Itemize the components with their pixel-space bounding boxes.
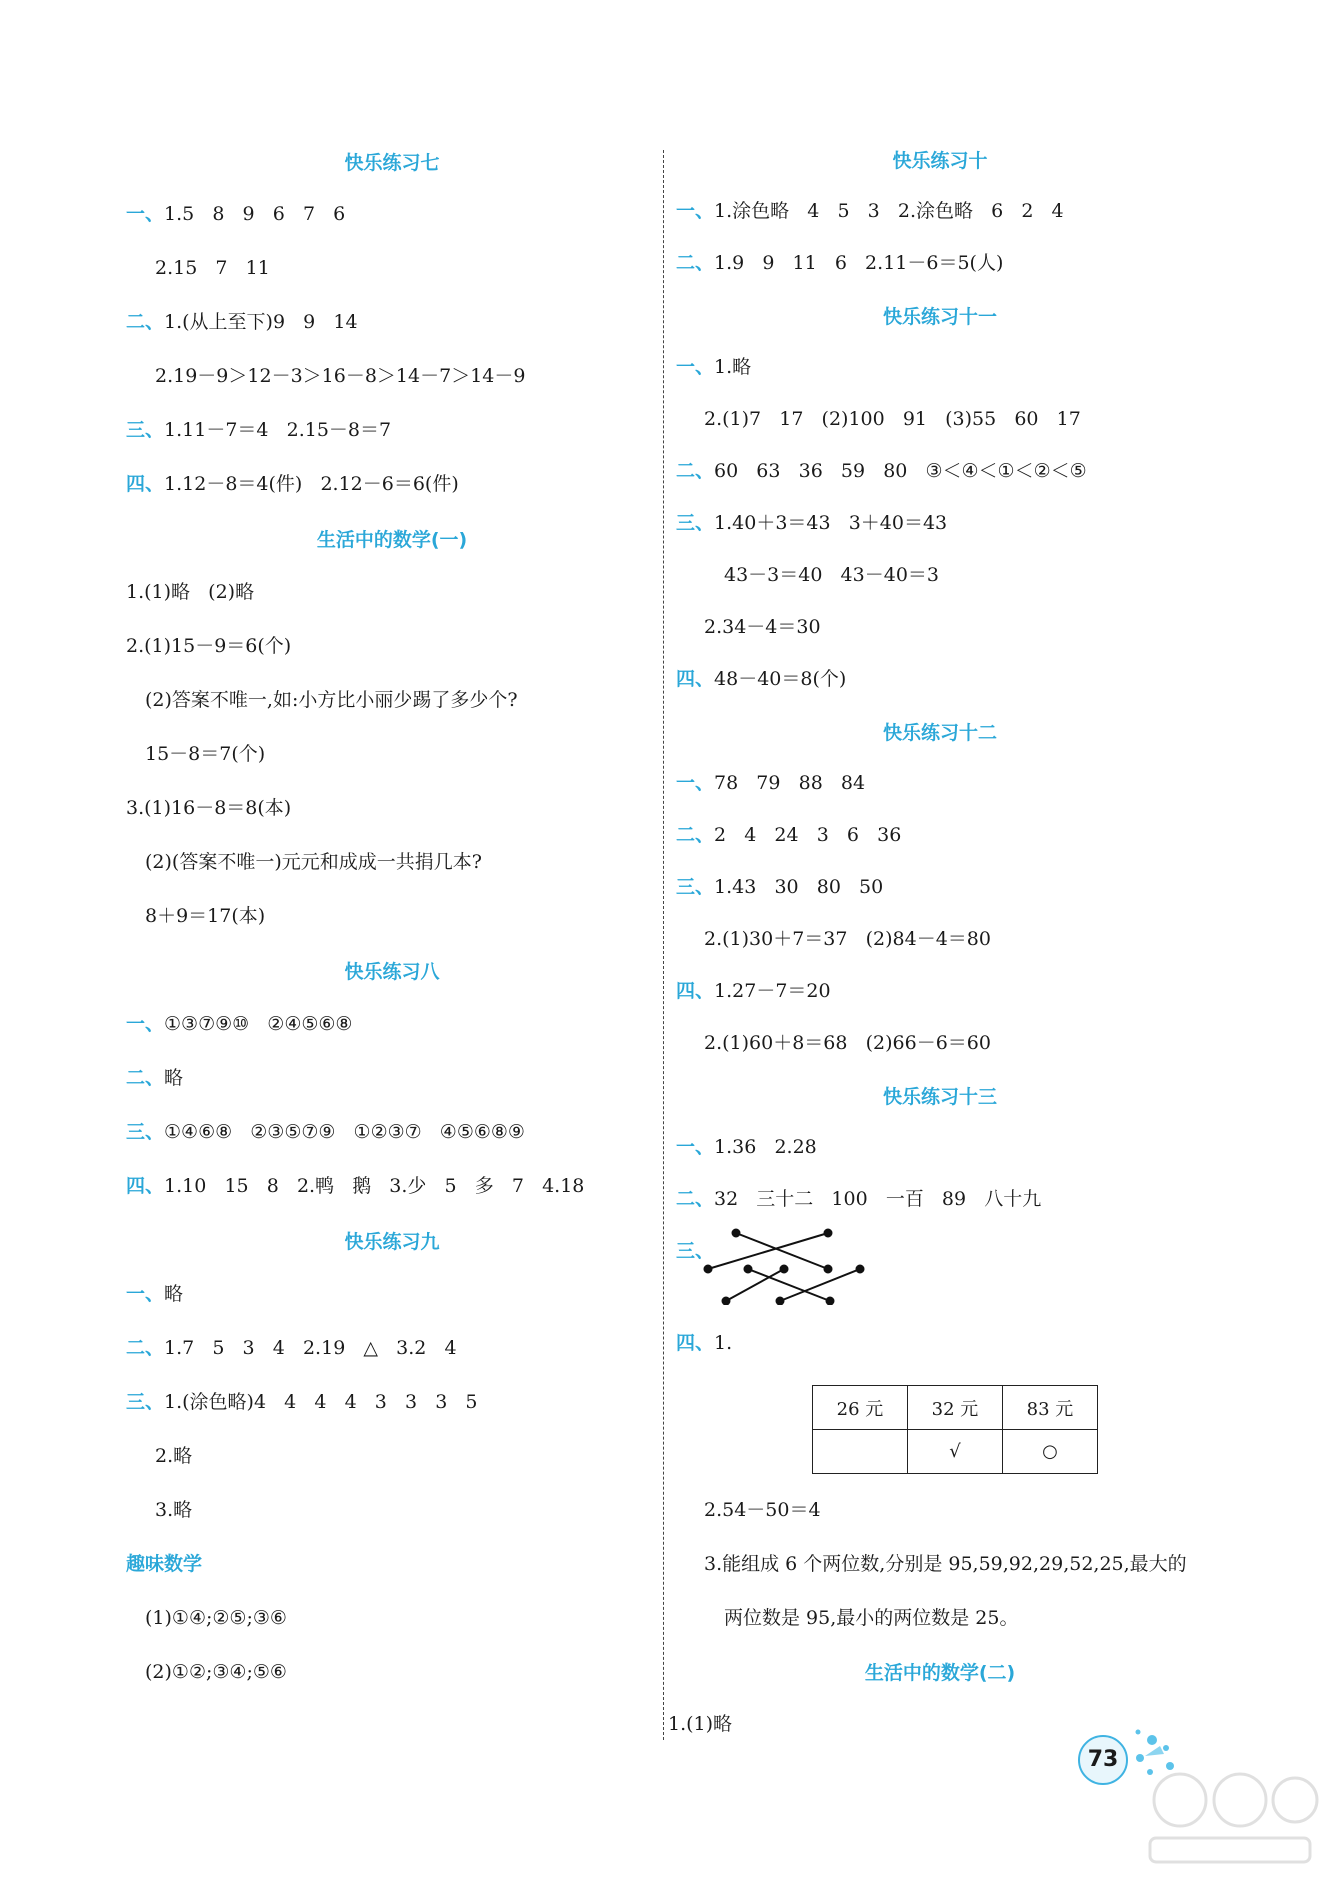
table-row bbox=[813, 1430, 1098, 1474]
table-header-cell: 26 元 bbox=[813, 1386, 908, 1430]
answer-text: 1.略 bbox=[714, 356, 752, 378]
section-title: 快乐练习十一 bbox=[882, 306, 998, 328]
dot-marker bbox=[857, 1266, 864, 1273]
question-tag: 二、 bbox=[126, 311, 165, 333]
answer-line bbox=[126, 309, 358, 335]
answer-text: 32 三十二 100 一百 89 八十九 bbox=[714, 1188, 1042, 1210]
answer-line: 1.(1)略 bbox=[668, 1713, 733, 1735]
answer-text: 60 63 36 59 80 ③＜④＜①＜②＜⑤ bbox=[714, 460, 1087, 482]
answer-text: 1.27－7＝20 bbox=[714, 980, 831, 1002]
matching-lines-diagram bbox=[700, 1225, 870, 1305]
answer-line bbox=[676, 1186, 1041, 1212]
question-tag: 三、 bbox=[676, 876, 715, 898]
answer-text: 1.7 5 3 4 2.19 △ 3.2 4 bbox=[164, 1337, 457, 1359]
answer-line: 3.能组成 6 个两位数,分别是 95,59,92,29,52,25,最大的 bbox=[704, 1553, 1187, 1575]
answer-line: 1.(1)略 (2)略 bbox=[126, 581, 255, 603]
answer-line bbox=[676, 666, 846, 692]
answer-text: 1.10 15 8 2.鸭 鹅 3.少 5 多 7 4.18 bbox=[164, 1175, 585, 1197]
answer-line: (2)(答案不唯一)元元和成成一共捐几本? bbox=[145, 851, 482, 873]
question-tag: 二、 bbox=[676, 252, 715, 274]
answer-line: 15－8＝7(个) bbox=[145, 743, 266, 765]
question-tag: 四、 bbox=[676, 1332, 715, 1354]
answer-text: 1.(从上至下)9 9 14 bbox=[164, 311, 358, 333]
answer-line bbox=[126, 1011, 352, 1037]
answer-text: 1.12－8＝4(件) 2.12－6＝6(件) bbox=[164, 473, 459, 495]
dot-marker bbox=[825, 1230, 832, 1237]
section-title: 生活中的数学(一) bbox=[316, 529, 468, 551]
question-tag: 二、 bbox=[676, 1188, 715, 1210]
answer-table bbox=[812, 1385, 1098, 1474]
answer-line bbox=[676, 1330, 732, 1356]
answer-line bbox=[126, 201, 345, 227]
question-tag: 一、 bbox=[126, 1013, 165, 1035]
table-header-cell: 83 元 bbox=[1003, 1386, 1098, 1430]
question-tag: 一、 bbox=[676, 1136, 715, 1158]
dot-marker bbox=[733, 1230, 740, 1237]
question-tag: 三、 bbox=[676, 512, 715, 534]
table-header-row bbox=[813, 1386, 1098, 1430]
answer-line: 2.(1)15－9＝6(个) bbox=[126, 635, 292, 657]
question-tag: 二、 bbox=[126, 1337, 165, 1359]
answer-line bbox=[676, 874, 883, 900]
answer-line: 2.(1)60＋8＝68 (2)66－6＝60 bbox=[704, 1032, 991, 1054]
answer-text: 1.11－7＝4 2.15－8＝7 bbox=[164, 419, 392, 441]
answer-text: 1.5 8 9 6 7 6 bbox=[164, 203, 346, 225]
answer-line: 2.(1)7 17 (2)100 91 (3)55 60 17 bbox=[704, 408, 1081, 430]
section-title: 快乐练习九 bbox=[344, 1231, 440, 1253]
answer-text: 1.43 30 80 50 bbox=[714, 876, 884, 898]
section-title: 趣味数学 bbox=[126, 1553, 203, 1575]
answer-line: 3.(1)16－8＝8(本) bbox=[126, 797, 292, 819]
question-tag: 一、 bbox=[676, 356, 715, 378]
answer-text: 78 79 88 84 bbox=[714, 772, 866, 794]
column-divider bbox=[663, 150, 664, 1740]
table-cell: ○ bbox=[1003, 1430, 1098, 1474]
answer-text: 略 bbox=[164, 1283, 184, 1305]
watermark-icon bbox=[1140, 1760, 1320, 1870]
section-title: 快乐练习八 bbox=[344, 961, 440, 983]
dot-marker bbox=[705, 1266, 712, 1273]
answer-line: 43－3＝40 43－40＝3 bbox=[724, 564, 940, 586]
dot-marker bbox=[723, 1298, 730, 1305]
dot-marker bbox=[827, 1298, 834, 1305]
answer-line: 两位数是 95,最小的两位数是 25。 bbox=[724, 1607, 1019, 1629]
answer-line: 8＋9＝17(本) bbox=[145, 905, 266, 927]
answer-line bbox=[676, 354, 751, 380]
answer-line bbox=[126, 1173, 584, 1199]
section-title: 快乐练习十二 bbox=[882, 722, 998, 744]
dot-marker bbox=[777, 1298, 784, 1305]
question-tag: 二、 bbox=[126, 1067, 165, 1089]
question-tag: 四、 bbox=[676, 668, 715, 690]
question-tag: 一、 bbox=[126, 1283, 165, 1305]
answer-line bbox=[676, 510, 947, 536]
answer-text: 略 bbox=[164, 1067, 184, 1089]
answer-text: 1.9 9 11 6 2.11－6＝5(人) bbox=[714, 252, 1004, 274]
table-cell bbox=[813, 1430, 908, 1474]
answer-text: 1.(涂色略)4 4 4 4 3 3 3 5 bbox=[164, 1391, 478, 1413]
answer-line bbox=[126, 1335, 457, 1361]
answer-line: (2)答案不唯一,如:小方比小丽少踢了多少个? bbox=[145, 689, 518, 711]
answer-line: 2.15 7 11 bbox=[155, 257, 270, 279]
answer-line: 2.略 bbox=[155, 1445, 193, 1467]
question-tag: 四、 bbox=[126, 1175, 165, 1197]
answer-text: ①④⑥⑧ ②③⑤⑦⑨ ①②③⑦ ④⑤⑥⑧⑨ bbox=[164, 1121, 525, 1143]
answer-text: 1.36 2.28 bbox=[714, 1136, 817, 1158]
section-title: 快乐练习十 bbox=[892, 150, 988, 172]
matching-line bbox=[726, 1269, 784, 1301]
question-tag: 一、 bbox=[676, 772, 715, 794]
section-title: 快乐练习十三 bbox=[882, 1086, 998, 1108]
question-tag: 三、 bbox=[126, 1391, 165, 1413]
question-tag: 二、 bbox=[676, 824, 715, 846]
answer-line bbox=[126, 1389, 478, 1415]
answer-line: 2.(1)30＋7＝37 (2)84－4＝80 bbox=[704, 928, 991, 950]
question-tag: 四、 bbox=[126, 473, 165, 495]
question-tag: 三、 bbox=[676, 1240, 715, 1262]
answer-line bbox=[676, 1134, 817, 1160]
answer-line: 2.54－50＝4 bbox=[704, 1499, 821, 1521]
answer-line bbox=[126, 1065, 183, 1091]
dot-marker bbox=[745, 1266, 752, 1273]
answer-line bbox=[676, 770, 865, 796]
answer-text: 2 4 24 3 6 36 bbox=[714, 824, 902, 846]
question-tag: 一、 bbox=[676, 200, 715, 222]
answer-line: (2)①②;③④;⑤⑥ bbox=[145, 1661, 287, 1683]
matching-line bbox=[708, 1233, 828, 1269]
table-header-cell: 32 元 bbox=[908, 1386, 1003, 1430]
table-cell: √ bbox=[908, 1430, 1003, 1474]
answer-line bbox=[126, 1119, 525, 1145]
question-tag: 二、 bbox=[676, 460, 715, 482]
answer-line: 2.34－4＝30 bbox=[704, 616, 821, 638]
answer-text: 1.40＋3＝43 3＋40＝43 bbox=[714, 512, 948, 534]
answer-line: 3.略 bbox=[155, 1499, 193, 1521]
answer-text: 1. bbox=[714, 1332, 733, 1354]
question-tag: 一、 bbox=[126, 203, 165, 225]
section-title: 生活中的数学(二) bbox=[864, 1662, 1016, 1684]
dot-marker bbox=[825, 1266, 832, 1273]
matching-line bbox=[736, 1233, 828, 1269]
answer-text: ①③⑦⑨⑩ ②④⑤⑥⑧ bbox=[164, 1013, 353, 1035]
answer-text: 1.涂色略 4 5 3 2.涂色略 6 2 4 bbox=[714, 200, 1064, 222]
answer-line bbox=[126, 1281, 183, 1307]
answer-text: 48－40＝8(个) bbox=[714, 668, 847, 690]
answer-line bbox=[676, 822, 901, 848]
answer-line bbox=[676, 458, 1087, 484]
question-tag: 三、 bbox=[126, 1121, 165, 1143]
answer-line bbox=[126, 471, 459, 497]
question-tag: 三、 bbox=[126, 419, 165, 441]
question-tag: 四、 bbox=[676, 980, 715, 1002]
answer-line bbox=[126, 417, 391, 443]
answer-line: 2.19－9＞12－3＞16－8＞14－7＞14－9 bbox=[155, 365, 526, 387]
answer-line bbox=[676, 978, 831, 1004]
dot-marker bbox=[781, 1266, 788, 1273]
answer-line bbox=[676, 198, 1064, 224]
section-title: 快乐练习七 bbox=[344, 152, 440, 174]
answer-line bbox=[676, 250, 1003, 276]
page-number: 73 bbox=[1078, 1735, 1128, 1785]
answer-line: (1)①④;②⑤;③⑥ bbox=[145, 1607, 287, 1629]
